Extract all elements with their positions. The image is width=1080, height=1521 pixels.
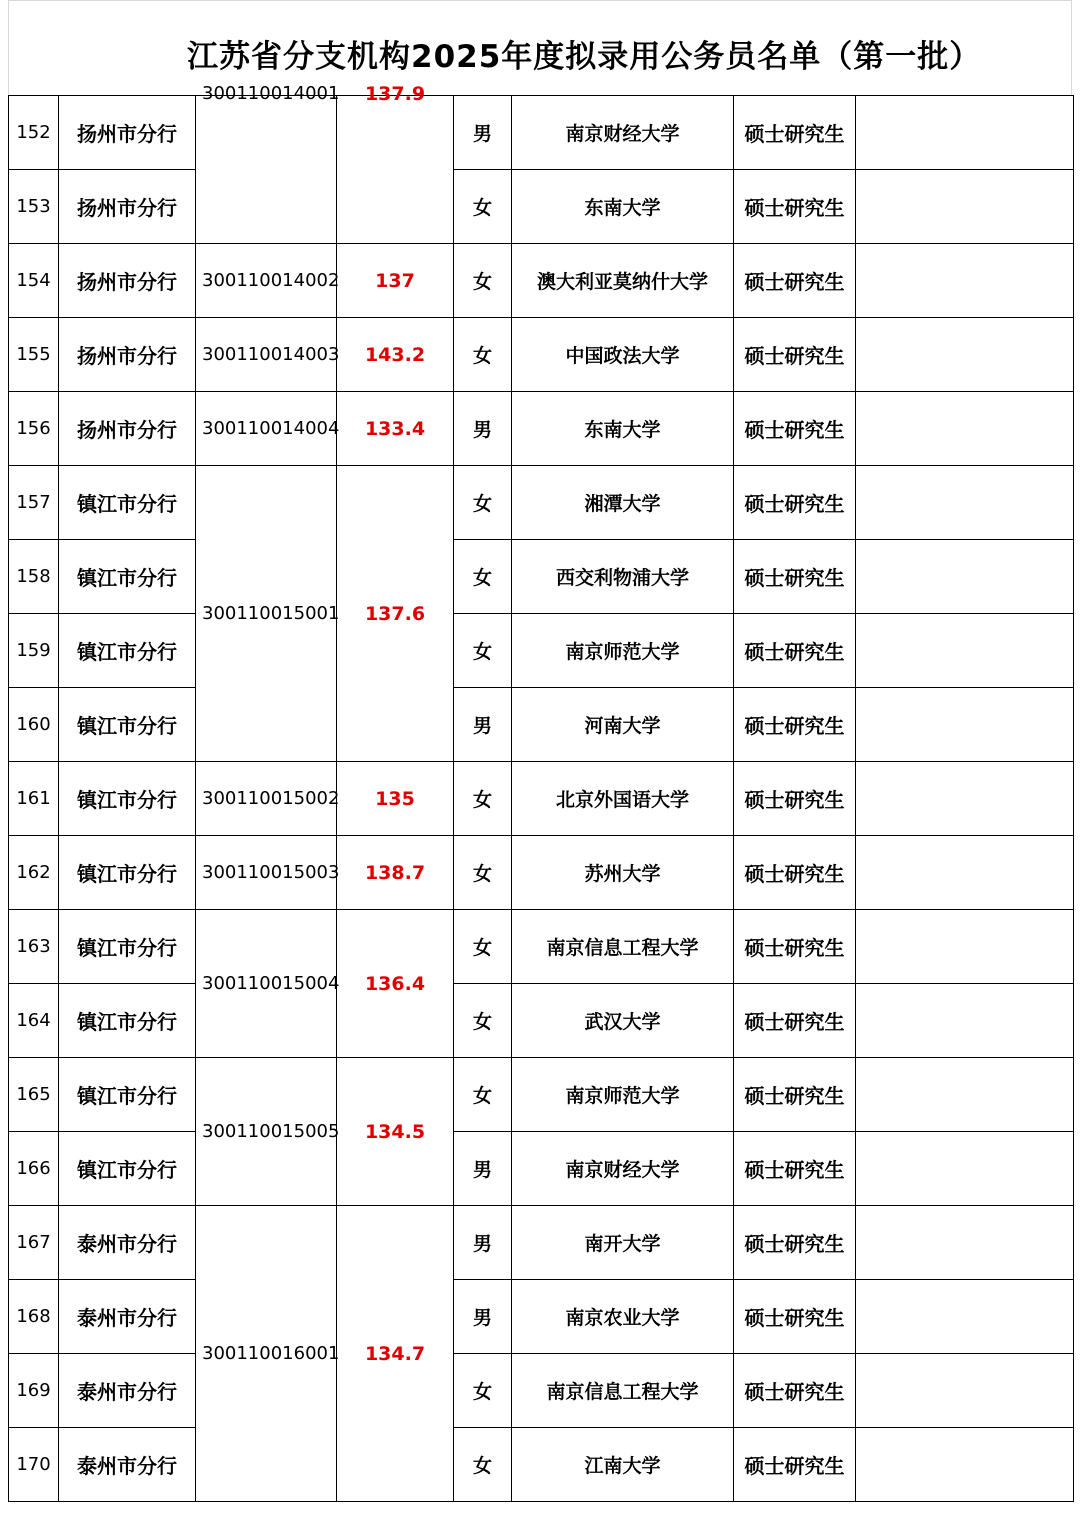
table-row xyxy=(9,170,1074,244)
branch-cell: 镇江市分行 xyxy=(59,910,196,984)
gender-cell: 女 xyxy=(454,170,512,244)
table-row xyxy=(9,466,1074,540)
row-number: 158 xyxy=(9,540,59,614)
branch-cell: 镇江市分行 xyxy=(59,688,196,762)
position-code-cell: 300110014002 xyxy=(196,244,337,318)
degree-cell: 硕士研究生 xyxy=(734,1132,856,1206)
remark-cell xyxy=(856,1132,1074,1206)
table-row xyxy=(9,318,1074,392)
table-row xyxy=(9,96,1074,170)
gender-cell: 女 xyxy=(454,466,512,540)
table-row xyxy=(9,540,1074,614)
school-cell: 南京财经大学 xyxy=(512,1132,734,1206)
remark-cell xyxy=(856,466,1074,540)
gender-cell: 女 xyxy=(454,984,512,1058)
row-number: 155 xyxy=(9,318,59,392)
score-cell: 136.4 xyxy=(337,910,454,1058)
gender-cell: 男 xyxy=(454,1206,512,1280)
position-code-cell: 300110016001 xyxy=(196,1206,337,1502)
school-cell: 南京农业大学 xyxy=(512,1280,734,1354)
school-cell: 中国政法大学 xyxy=(512,318,734,392)
row-number: 166 xyxy=(9,1132,59,1206)
school-cell: 澳大利亚莫纳什大学 xyxy=(512,244,734,318)
school-cell: 南京师范大学 xyxy=(512,1058,734,1132)
gender-cell: 女 xyxy=(454,910,512,984)
gender-cell: 男 xyxy=(454,688,512,762)
branch-cell: 镇江市分行 xyxy=(59,466,196,540)
row-number: 153 xyxy=(9,170,59,244)
degree-cell: 硕士研究生 xyxy=(734,466,856,540)
remark-cell xyxy=(856,318,1074,392)
degree-cell: 硕士研究生 xyxy=(734,1206,856,1280)
degree-cell: 硕士研究生 xyxy=(734,244,856,318)
gender-cell: 女 xyxy=(454,1428,512,1502)
remark-cell xyxy=(856,1206,1074,1280)
table-row xyxy=(9,688,1074,762)
score-cell: 143.2 xyxy=(337,318,454,392)
position-code-cell xyxy=(196,83,340,244)
remark-cell xyxy=(856,614,1074,688)
position-code-cell: 300110014004 xyxy=(196,392,337,466)
branch-cell: 扬州市分行 xyxy=(59,318,196,392)
row-number: 167 xyxy=(9,1206,59,1280)
table-row xyxy=(9,614,1074,688)
remark-cell xyxy=(856,96,1074,170)
degree-cell: 硕士研究生 xyxy=(734,614,856,688)
score-cell: 134.7 xyxy=(337,1206,454,1502)
degree-cell: 硕士研究生 xyxy=(734,1428,856,1502)
degree-cell: 硕士研究生 xyxy=(734,1354,856,1428)
branch-cell: 镇江市分行 xyxy=(59,984,196,1058)
row-number: 163 xyxy=(9,910,59,984)
remark-cell xyxy=(856,836,1074,910)
remark-cell xyxy=(856,170,1074,244)
row-number: 162 xyxy=(9,836,59,910)
table-row xyxy=(9,392,1074,466)
position-code-cell: 300110015002 xyxy=(196,762,337,836)
row-number: 152 xyxy=(9,96,59,170)
remark-cell xyxy=(856,688,1074,762)
gender-cell: 女 xyxy=(454,318,512,392)
score-cell xyxy=(337,83,454,244)
degree-cell: 硕士研究生 xyxy=(734,688,856,762)
row-number: 156 xyxy=(9,392,59,466)
remark-cell xyxy=(856,244,1074,318)
degree-cell: 硕士研究生 xyxy=(734,910,856,984)
degree-cell: 硕士研究生 xyxy=(734,540,856,614)
table-row xyxy=(9,1058,1074,1132)
row-number: 161 xyxy=(9,762,59,836)
table-row xyxy=(9,1132,1074,1206)
position-code-cell: 300110015001 xyxy=(196,466,337,762)
table-row xyxy=(9,910,1074,984)
position-code-cell: 300110015004 xyxy=(196,910,337,1058)
page-title-box xyxy=(8,0,1072,96)
score-cell: 135 xyxy=(337,762,454,836)
score-cell: 138.7 xyxy=(337,836,454,910)
row-number: 160 xyxy=(9,688,59,762)
score-cell: 137.6 xyxy=(337,466,454,762)
row-number: 164 xyxy=(9,984,59,1058)
school-cell: 武汉大学 xyxy=(512,984,734,1058)
degree-cell: 硕士研究生 xyxy=(734,836,856,910)
degree-cell: 硕士研究生 xyxy=(734,392,856,466)
gender-cell: 女 xyxy=(454,1058,512,1132)
degree-cell: 硕士研究生 xyxy=(734,1058,856,1132)
table-row xyxy=(9,762,1074,836)
position-code-clipped: 300110014001 xyxy=(202,83,340,104)
score-clipped: 137.9 xyxy=(364,83,426,105)
position-code-cell: 300110014003 xyxy=(196,318,337,392)
remark-cell xyxy=(856,1428,1074,1502)
gender-cell: 女 xyxy=(454,244,512,318)
position-code-cell: 300110015003 xyxy=(196,836,337,910)
school-cell: 苏州大学 xyxy=(512,836,734,910)
branch-cell: 镇江市分行 xyxy=(59,762,196,836)
row-number: 168 xyxy=(9,1280,59,1354)
row-number: 157 xyxy=(9,466,59,540)
school-cell: 南京财经大学 xyxy=(512,96,734,170)
row-number: 169 xyxy=(9,1354,59,1428)
roster-table xyxy=(8,83,1074,1502)
branch-cell: 镇江市分行 xyxy=(59,1132,196,1206)
branch-cell: 泰州市分行 xyxy=(59,1206,196,1280)
table-row xyxy=(9,1280,1074,1354)
position-code-cell: 300110015005 xyxy=(196,1058,337,1206)
school-cell: 南开大学 xyxy=(512,1206,734,1280)
school-cell: 南京信息工程大学 xyxy=(512,1354,734,1428)
degree-cell: 硕士研究生 xyxy=(734,984,856,1058)
table-row xyxy=(9,984,1074,1058)
school-cell: 东南大学 xyxy=(512,170,734,244)
row-number: 159 xyxy=(9,614,59,688)
row-number: 154 xyxy=(9,244,59,318)
table-row xyxy=(9,836,1074,910)
gender-cell: 男 xyxy=(454,392,512,466)
row-number: 165 xyxy=(9,1058,59,1132)
remark-cell xyxy=(856,1354,1074,1428)
degree-cell: 硕士研究生 xyxy=(734,170,856,244)
remark-cell xyxy=(856,540,1074,614)
gender-cell: 男 xyxy=(454,1132,512,1206)
branch-cell: 镇江市分行 xyxy=(59,540,196,614)
degree-cell: 硕士研究生 xyxy=(734,1280,856,1354)
score-cell: 137 xyxy=(337,244,454,318)
school-cell: 江南大学 xyxy=(512,1428,734,1502)
branch-cell: 扬州市分行 xyxy=(59,170,196,244)
school-cell: 南京师范大学 xyxy=(512,614,734,688)
school-cell: 河南大学 xyxy=(512,688,734,762)
gender-cell: 男 xyxy=(454,96,512,170)
degree-cell: 硕士研究生 xyxy=(734,96,856,170)
table-row xyxy=(9,1354,1074,1428)
gender-cell: 男 xyxy=(454,1280,512,1354)
branch-cell: 扬州市分行 xyxy=(59,244,196,318)
gender-cell: 女 xyxy=(454,836,512,910)
branch-cell: 泰州市分行 xyxy=(59,1354,196,1428)
branch-cell: 镇江市分行 xyxy=(59,1058,196,1132)
school-cell: 西交利物浦大学 xyxy=(512,540,734,614)
gender-cell: 女 xyxy=(454,540,512,614)
branch-cell: 扬州市分行 xyxy=(59,392,196,466)
remark-cell xyxy=(856,984,1074,1058)
branch-cell: 泰州市分行 xyxy=(59,1280,196,1354)
page-title: 江苏省分支机构2025年度拟录用公务员名单（第一批） xyxy=(187,39,982,75)
score-cell: 133.4 xyxy=(337,392,454,466)
table-row xyxy=(9,1428,1074,1502)
branch-cell: 镇江市分行 xyxy=(59,836,196,910)
score-cell: 134.5 xyxy=(337,1058,454,1206)
branch-cell: 镇江市分行 xyxy=(59,614,196,688)
table-row xyxy=(9,244,1074,318)
school-cell: 北京外国语大学 xyxy=(512,762,734,836)
gender-cell: 女 xyxy=(454,762,512,836)
row-number: 170 xyxy=(9,1428,59,1502)
remark-cell xyxy=(856,762,1074,836)
remark-cell xyxy=(856,1280,1074,1354)
remark-cell xyxy=(856,1058,1074,1132)
degree-cell: 硕士研究生 xyxy=(734,318,856,392)
gender-cell: 女 xyxy=(454,614,512,688)
gender-cell: 女 xyxy=(454,1354,512,1428)
branch-cell: 扬州市分行 xyxy=(59,96,196,170)
table-row xyxy=(9,1206,1074,1280)
remark-cell xyxy=(856,392,1074,466)
remark-cell xyxy=(856,910,1074,984)
degree-cell: 硕士研究生 xyxy=(734,762,856,836)
school-cell: 南京信息工程大学 xyxy=(512,910,734,984)
school-cell: 湘潭大学 xyxy=(512,466,734,540)
branch-cell: 泰州市分行 xyxy=(59,1428,196,1502)
school-cell: 东南大学 xyxy=(512,392,734,466)
